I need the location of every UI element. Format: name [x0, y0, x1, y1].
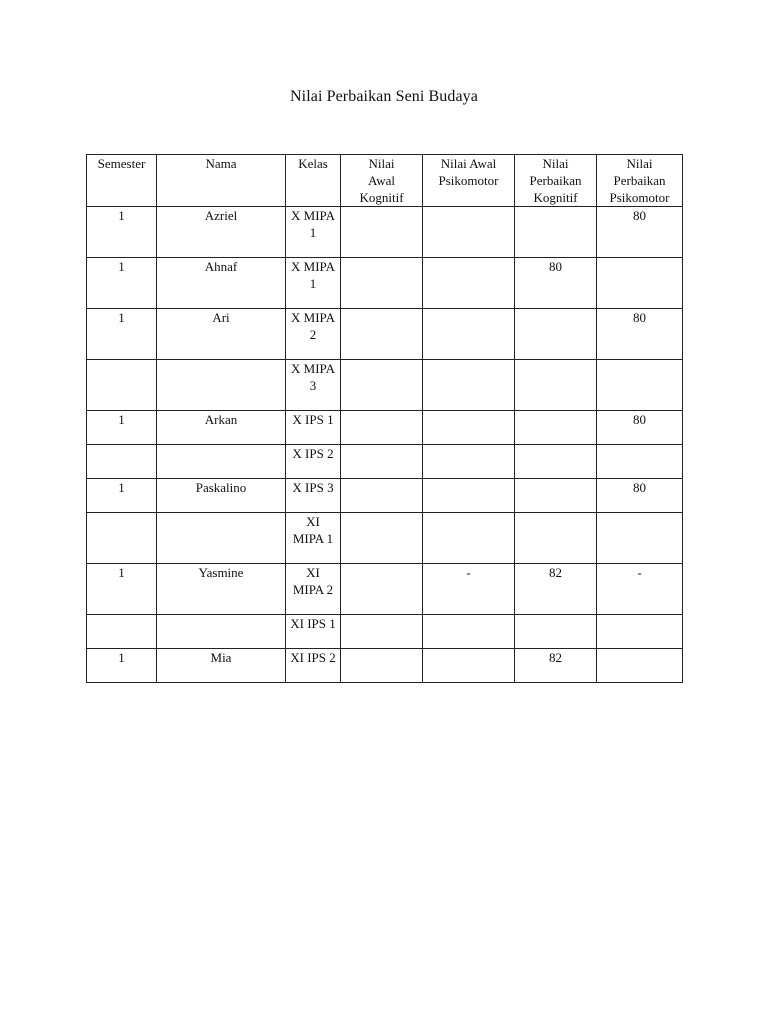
cell-nilai-perbaikan-kognitif: [515, 615, 597, 649]
cell-nilai-awal-psikomotor: [423, 479, 515, 513]
cell-kelas: XI IPS 1: [286, 615, 341, 649]
cell-nilai-perbaikan-psikomotor: 80: [597, 411, 683, 445]
cell-nama: [157, 615, 286, 649]
cell-nilai-awal-psikomotor: [423, 258, 515, 309]
cell-nilai-awal-psikomotor: [423, 309, 515, 360]
cell-semester: 1: [87, 411, 157, 445]
cell-nilai-perbaikan-kognitif: [515, 445, 597, 479]
table-row: [87, 513, 683, 564]
cell-nama: [157, 513, 286, 564]
table-row: [87, 564, 683, 615]
cell-kelas: X IPS 2: [286, 445, 341, 479]
cell-nilai-perbaikan-kognitif: 80: [515, 258, 597, 309]
cell-nilai-perbaikan-kognitif: [515, 309, 597, 360]
table-row: [87, 615, 683, 649]
cell-nilai-awal-psikomotor: [423, 513, 515, 564]
cell-nama: Mia: [157, 649, 286, 683]
header-nilai-perbaikan-psikomotor-text: Nilai Perbaikan Psikomotor: [609, 156, 670, 205]
cell-kelas: X MIPA 1: [286, 258, 341, 309]
cell-nama: [157, 445, 286, 479]
cell-semester: [87, 445, 157, 479]
cell-semester: 1: [87, 479, 157, 513]
cell-nilai-perbaikan-psikomotor: [597, 649, 683, 683]
cell-nilai-perbaikan-psikomotor: -: [597, 564, 683, 615]
table-row: [87, 207, 683, 258]
cell-nilai-awal-psikomotor: -: [423, 564, 515, 615]
cell-nilai-perbaikan-kognitif: [515, 207, 597, 258]
header-nilai-awal-kognitif: [341, 155, 423, 207]
cell-kelas: XI MIPA 2: [286, 564, 341, 615]
cell-nilai-awal-kognitif: [341, 479, 423, 513]
cell-nilai-awal-psikomotor: [423, 649, 515, 683]
cell-nilai-awal-kognitif: [341, 360, 423, 411]
table-header-row: [87, 155, 683, 207]
cell-nilai-awal-psikomotor: [423, 445, 515, 479]
cell-kelas: XI IPS 2: [286, 649, 341, 683]
cell-semester: 1: [87, 649, 157, 683]
cell-nama: [157, 360, 286, 411]
cell-nilai-perbaikan-psikomotor: [597, 513, 683, 564]
table-row: [87, 309, 683, 360]
table-row: [87, 649, 683, 683]
cell-semester: 1: [87, 564, 157, 615]
cell-kelas: X MIPA 3: [286, 360, 341, 411]
cell-nama: Arkan: [157, 411, 286, 445]
cell-nilai-awal-kognitif: [341, 207, 423, 258]
table-row: [87, 258, 683, 309]
header-semester: Semester: [87, 155, 157, 207]
table-row: [87, 411, 683, 445]
cell-nilai-perbaikan-kognitif: [515, 479, 597, 513]
cell-kelas: X MIPA 2: [286, 309, 341, 360]
cell-nilai-awal-psikomotor: [423, 207, 515, 258]
cell-nilai-perbaikan-psikomotor: [597, 615, 683, 649]
cell-nilai-perbaikan-psikomotor: [597, 360, 683, 411]
cell-semester: 1: [87, 207, 157, 258]
cell-nilai-awal-kognitif: [341, 309, 423, 360]
cell-nilai-perbaikan-kognitif: [515, 513, 597, 564]
header-nilai-perbaikan-kognitif: [515, 155, 597, 207]
cell-nilai-awal-psikomotor: [423, 411, 515, 445]
page-title: Nilai Perbaikan Seni Budaya: [290, 88, 478, 105]
cell-nama: Ari: [157, 309, 286, 360]
cell-nilai-perbaikan-kognitif: 82: [515, 649, 597, 683]
grades-table-body: [87, 207, 683, 683]
header-nilai-awal-psikomotor: [423, 155, 515, 207]
header-nilai-awal-kognitif-text: Nilai Awal Kognitif: [359, 156, 404, 205]
cell-semester: [87, 513, 157, 564]
cell-nama: Azriel: [157, 207, 286, 258]
cell-kelas: X IPS 3: [286, 479, 341, 513]
cell-nilai-awal-kognitif: [341, 445, 423, 479]
table-row: [87, 360, 683, 411]
cell-nilai-perbaikan-psikomotor: [597, 445, 683, 479]
cell-semester: [87, 615, 157, 649]
header-kelas: Kelas: [286, 155, 341, 207]
cell-kelas: X IPS 1: [286, 411, 341, 445]
cell-nilai-perbaikan-kognitif: [515, 360, 597, 411]
cell-semester: [87, 360, 157, 411]
cell-nilai-awal-psikomotor: [423, 360, 515, 411]
cell-nilai-awal-psikomotor: [423, 615, 515, 649]
table-row: [87, 445, 683, 479]
cell-nilai-awal-kognitif: [341, 649, 423, 683]
cell-nilai-awal-kognitif: [341, 564, 423, 615]
header-nilai-awal-psikomotor-text: Nilai Awal Psikomotor: [438, 156, 499, 188]
header-nilai-perbaikan-kognitif-text: Nilai Perbaikan Kognitif: [529, 156, 582, 205]
header-nilai-perbaikan-psikomotor: [597, 155, 683, 207]
cell-nilai-perbaikan-psikomotor: [597, 258, 683, 309]
cell-semester: 1: [87, 258, 157, 309]
cell-nama: Yasmine: [157, 564, 286, 615]
cell-nilai-perbaikan-psikomotor: 80: [597, 207, 683, 258]
cell-nilai-awal-kognitif: [341, 615, 423, 649]
cell-nilai-awal-kognitif: [341, 258, 423, 309]
cell-nama: Ahnaf: [157, 258, 286, 309]
cell-nilai-awal-kognitif: [341, 411, 423, 445]
cell-kelas: XI MIPA 1: [286, 513, 341, 564]
cell-nilai-perbaikan-kognitif: 82: [515, 564, 597, 615]
grades-table: [86, 154, 683, 683]
cell-nilai-perbaikan-psikomotor: 80: [597, 479, 683, 513]
cell-kelas: X MIPA 1: [286, 207, 341, 258]
cell-nilai-perbaikan-kognitif: [515, 411, 597, 445]
header-nama: Nama: [157, 155, 286, 207]
cell-nilai-perbaikan-psikomotor: 80: [597, 309, 683, 360]
table-row: [87, 479, 683, 513]
cell-semester: 1: [87, 309, 157, 360]
cell-nilai-awal-kognitif: [341, 513, 423, 564]
cell-nama: Paskalino: [157, 479, 286, 513]
